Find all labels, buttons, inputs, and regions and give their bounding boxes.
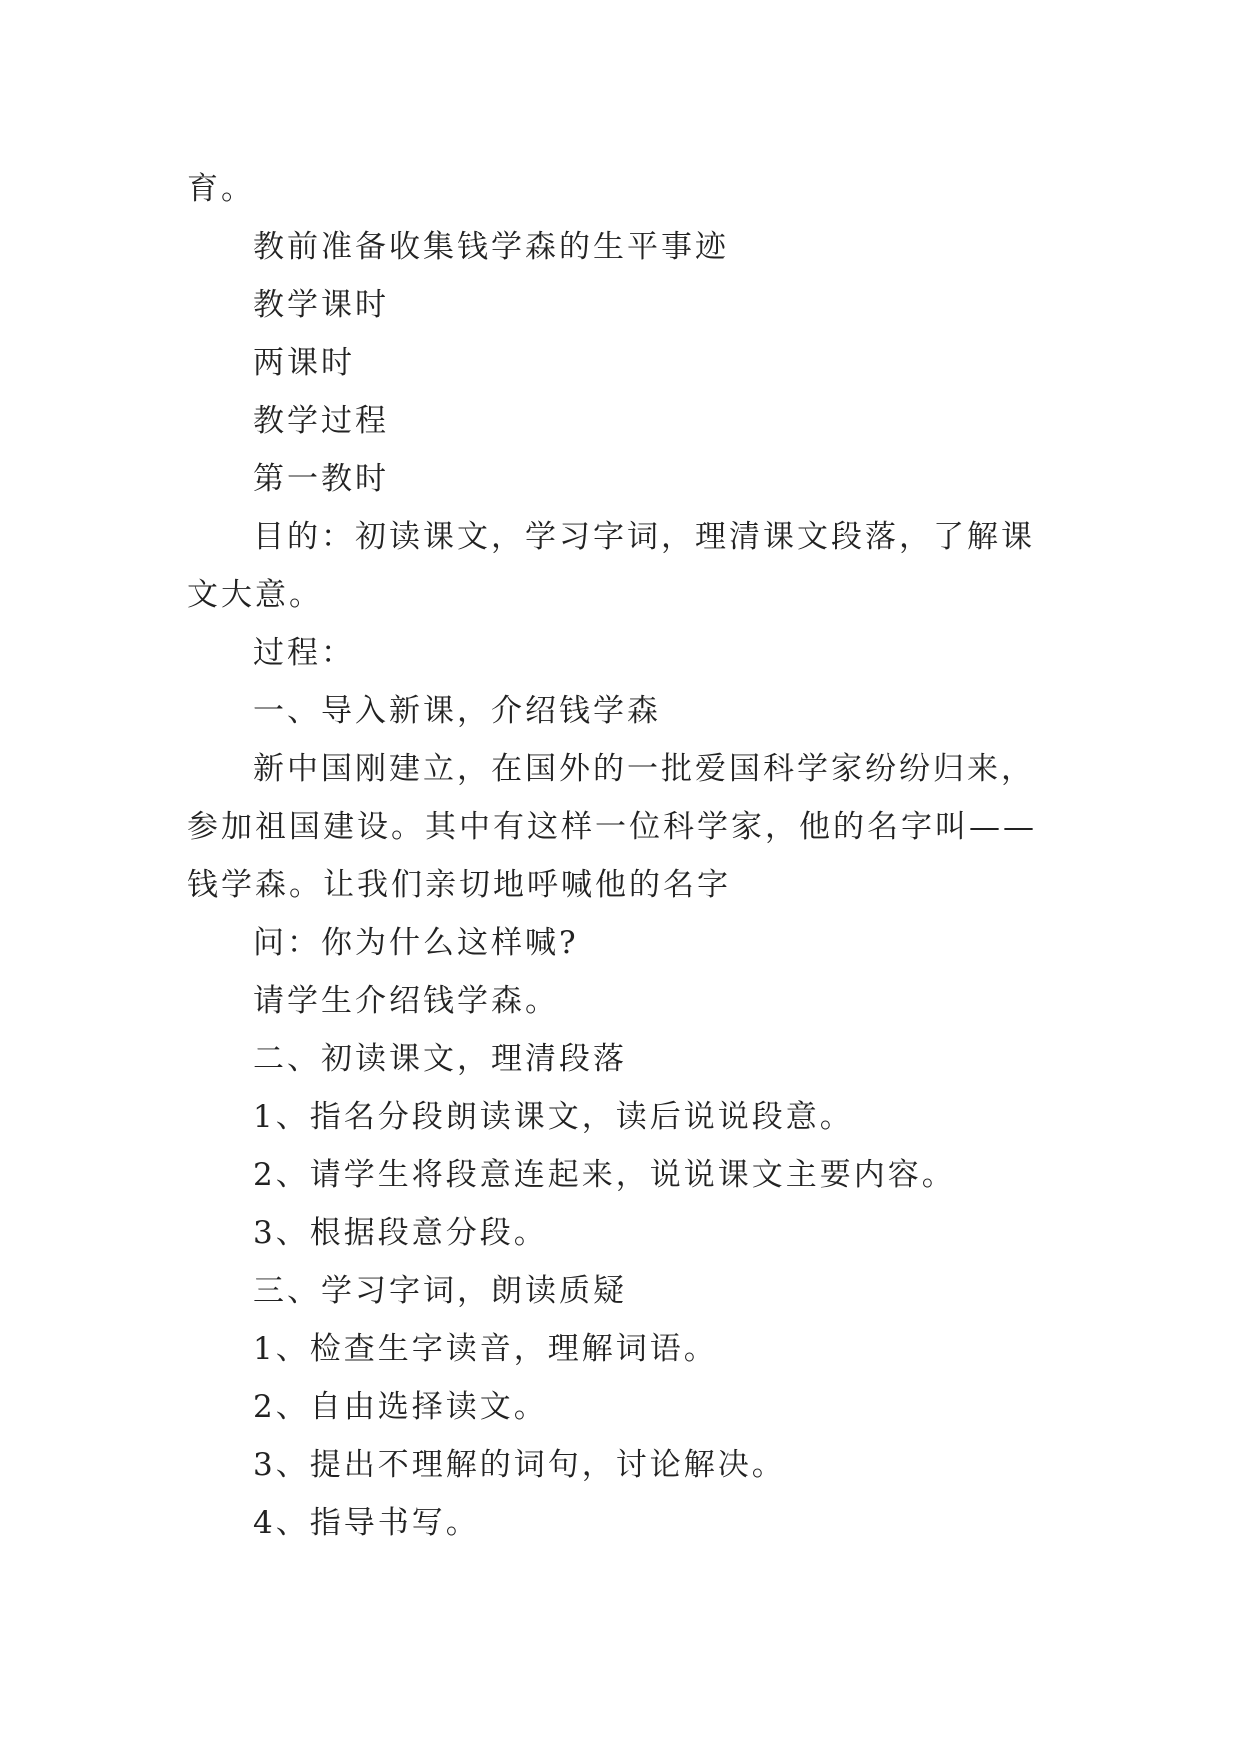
heading-process: 过程：: [253, 635, 355, 671]
paragraph-introduction: 新中国刚建立，在国外的一批爱国科学家纷纷归来，参加祖国建设。其中有这样一位科学家，他的名字叫——钱学森。让我们亲切地呼喊他的名字: [187, 751, 1037, 903]
list-item: 4、指导书写。: [253, 1505, 480, 1541]
heading-teaching-hours: 教学课时: [253, 287, 389, 323]
paragraph-question: 问：你为什么这样喊?: [253, 925, 579, 961]
paragraph-student-intro: 请学生介绍钱学森。: [253, 983, 559, 1019]
list-item: 3、提出不理解的词句，讨论解决。: [253, 1447, 786, 1483]
list-item: 1、指名分段朗读课文，读后说说段意。: [253, 1099, 854, 1135]
section-heading-3: 三、学习字词，朗读质疑: [253, 1273, 627, 1309]
paragraph-objective: 目的：初读课文，学习字词，理清课文段落，了解课文大意。: [187, 519, 1035, 613]
paragraph-preparation: 教前准备收集钱学森的生平事迹: [253, 229, 729, 265]
list-item: 3、根据段意分段。: [253, 1215, 548, 1251]
paragraph-continuation: 育。: [187, 171, 255, 207]
paragraph-two-lessons: 两课时: [253, 345, 355, 381]
section-heading-1: 一、导入新课，介绍钱学森: [253, 693, 661, 729]
list-item: 2、请学生将段意连起来，说说课文主要内容。: [253, 1157, 956, 1193]
list-item: 2、自由选择读文。: [253, 1389, 548, 1425]
section-heading-2: 二、初读课文，理清段落: [253, 1041, 627, 1077]
document-body: [187, 160, 1057, 1552]
heading-first-lesson: 第一教时: [253, 461, 389, 497]
heading-teaching-process: 教学过程: [253, 403, 389, 439]
list-item: 1、检查生字读音，理解词语。: [253, 1331, 718, 1367]
